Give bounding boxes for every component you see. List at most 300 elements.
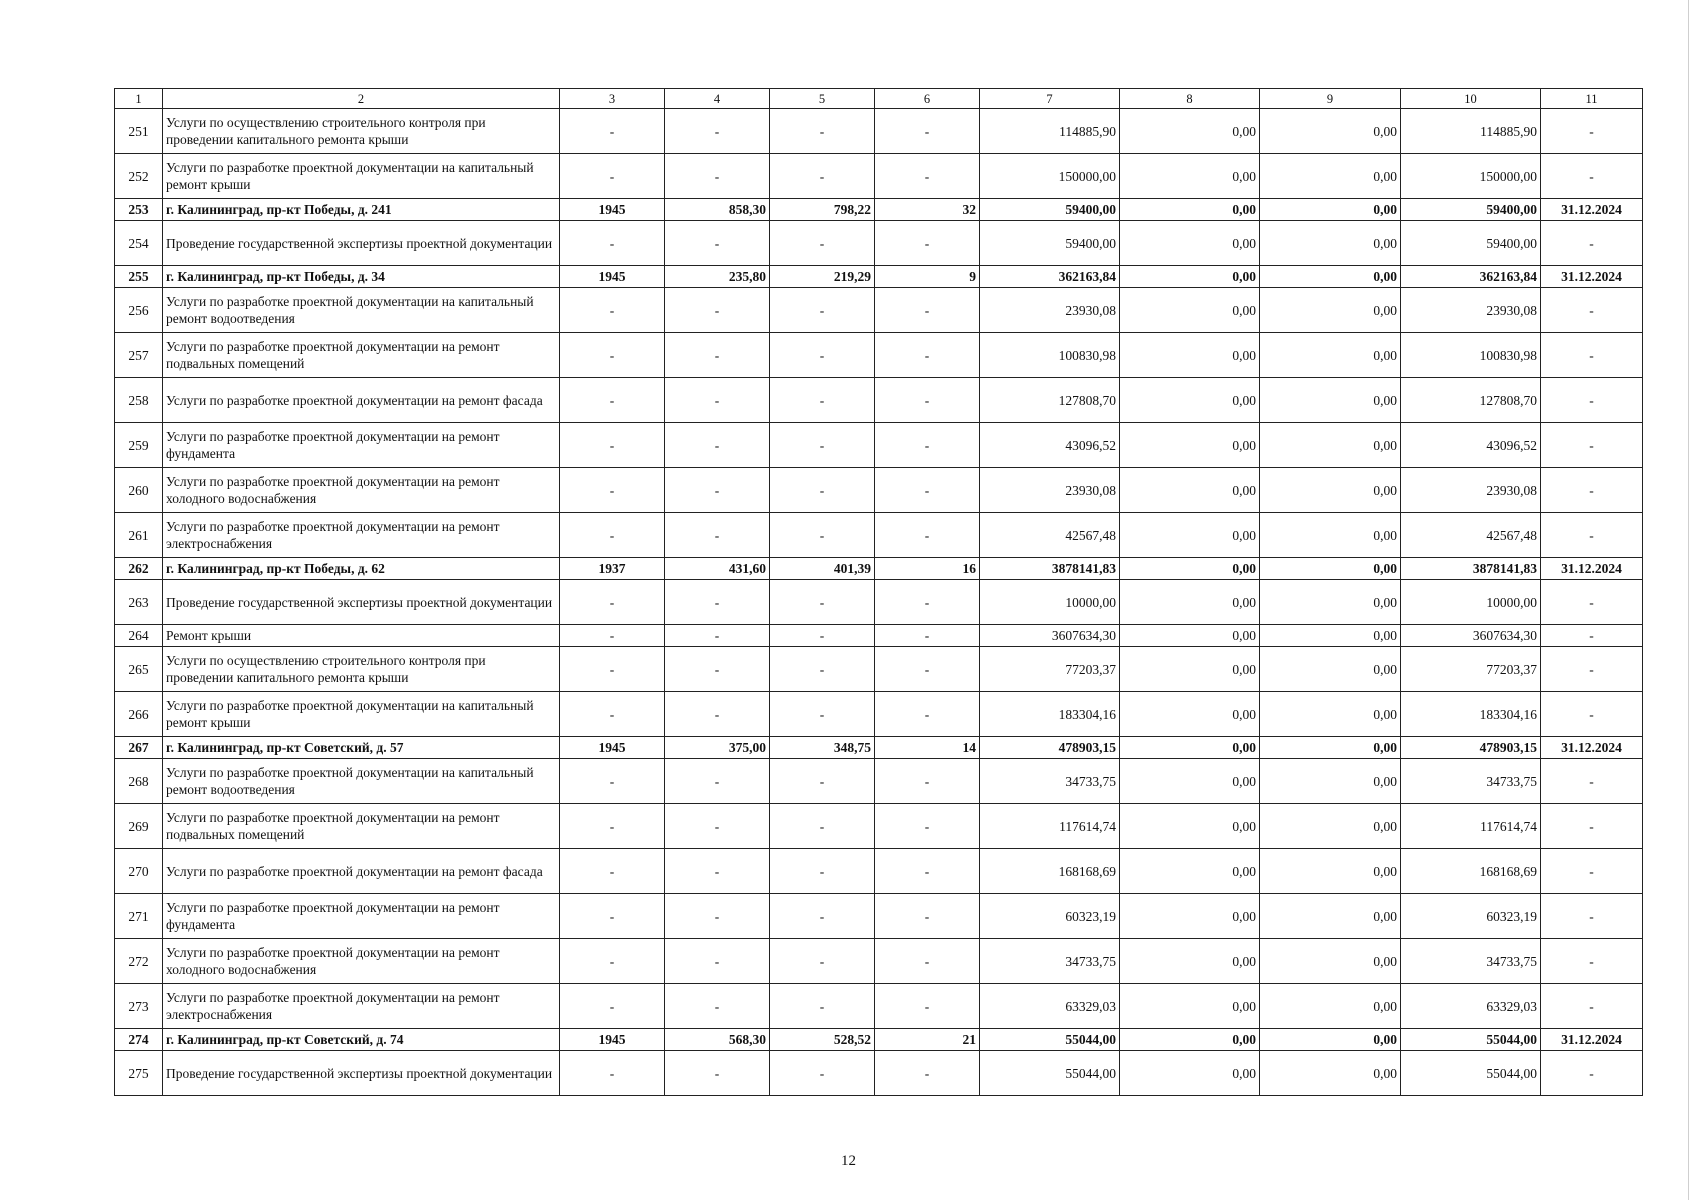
cost-total-cell: 10000,00 [980, 580, 1120, 625]
year-cell: - [560, 759, 665, 804]
deadline-cell: - [1541, 468, 1643, 513]
residents-cell: 14 [875, 737, 980, 759]
deadline-cell: - [1541, 692, 1643, 737]
deadline-cell: - [1541, 804, 1643, 849]
residents-cell: - [875, 109, 980, 154]
fund-b-cell: 0,00 [1260, 939, 1401, 984]
fund-a-cell: 0,00 [1120, 199, 1260, 221]
page-edge-line [1688, 0, 1689, 1200]
area-total-cell: - [665, 288, 770, 333]
address-row [115, 558, 1643, 580]
fund-c-cell: 23930,08 [1401, 468, 1541, 513]
address-row [115, 737, 1643, 759]
column-number: 6 [875, 89, 980, 109]
work-name-cell: г. Калининград, пр-кт Победы, д. 241 [163, 199, 560, 221]
row-number-cell: 257 [115, 333, 163, 378]
year-cell: - [560, 378, 665, 423]
cost-total-cell: 55044,00 [980, 1051, 1120, 1096]
work-name-cell: Услуги по разработке проектной документации на ремонт фасада [163, 849, 560, 894]
fund-a-cell: 0,00 [1120, 625, 1260, 647]
fund-c-cell: 42567,48 [1401, 513, 1541, 558]
cost-total-cell: 478903,15 [980, 737, 1120, 759]
area-total-cell: - [665, 221, 770, 266]
table-row [115, 692, 1643, 737]
fund-c-cell: 34733,75 [1401, 939, 1541, 984]
fund-c-cell: 60323,19 [1401, 894, 1541, 939]
fund-b-cell: 0,00 [1260, 513, 1401, 558]
area-living-cell: - [770, 221, 875, 266]
fund-c-cell: 117614,74 [1401, 804, 1541, 849]
residents-cell: 21 [875, 1029, 980, 1051]
area-living-cell: - [770, 759, 875, 804]
fund-b-cell: 0,00 [1260, 221, 1401, 266]
work-name-cell: г. Калининград, пр-кт Советский, д. 57 [163, 737, 560, 759]
cost-total-cell: 362163,84 [980, 266, 1120, 288]
cost-total-cell: 43096,52 [980, 423, 1120, 468]
work-name-cell: Услуги по разработке проектной документации на капитальный ремонт крыши [163, 154, 560, 199]
deadline-cell: - [1541, 221, 1643, 266]
work-name-cell: Услуги по разработке проектной документации на ремонт фундамента [163, 423, 560, 468]
fund-a-cell: 0,00 [1120, 378, 1260, 423]
area-total-cell: - [665, 647, 770, 692]
fund-b-cell: 0,00 [1260, 109, 1401, 154]
cost-total-cell: 117614,74 [980, 804, 1120, 849]
row-number-cell: 269 [115, 804, 163, 849]
column-number: 10 [1401, 89, 1541, 109]
area-total-cell: - [665, 939, 770, 984]
column-number: 11 [1541, 89, 1643, 109]
deadline-cell: 31.12.2024 [1541, 1029, 1643, 1051]
table-row [115, 647, 1643, 692]
fund-c-cell: 55044,00 [1401, 1051, 1541, 1096]
fund-a-cell: 0,00 [1120, 647, 1260, 692]
fund-a-cell: 0,00 [1120, 266, 1260, 288]
address-row [115, 266, 1643, 288]
cost-total-cell: 3878141,83 [980, 558, 1120, 580]
cost-total-cell: 77203,37 [980, 647, 1120, 692]
deadline-cell: - [1541, 647, 1643, 692]
fund-a-cell: 0,00 [1120, 468, 1260, 513]
fund-a-cell: 0,00 [1120, 1051, 1260, 1096]
row-number-cell: 266 [115, 692, 163, 737]
area-total-cell: - [665, 759, 770, 804]
fund-a-cell: 0,00 [1120, 759, 1260, 804]
table-row [115, 154, 1643, 199]
deadline-cell: - [1541, 288, 1643, 333]
fund-c-cell: 43096,52 [1401, 423, 1541, 468]
column-number: 7 [980, 89, 1120, 109]
work-name-cell: г. Калининград, пр-кт Победы, д. 34 [163, 266, 560, 288]
residents-cell: - [875, 378, 980, 423]
column-number: 5 [770, 89, 875, 109]
area-total-cell: - [665, 804, 770, 849]
row-number-cell: 268 [115, 759, 163, 804]
column-number: 1 [115, 89, 163, 109]
cost-total-cell: 59400,00 [980, 199, 1120, 221]
cost-total-cell: 100830,98 [980, 333, 1120, 378]
table-row [115, 109, 1643, 154]
fund-b-cell: 0,00 [1260, 759, 1401, 804]
fund-b-cell: 0,00 [1260, 468, 1401, 513]
cost-total-cell: 60323,19 [980, 894, 1120, 939]
area-living-cell: - [770, 849, 875, 894]
year-cell: - [560, 692, 665, 737]
column-number: 4 [665, 89, 770, 109]
fund-a-cell: 0,00 [1120, 558, 1260, 580]
row-number-cell: 258 [115, 378, 163, 423]
year-cell: - [560, 849, 665, 894]
fund-b-cell: 0,00 [1260, 580, 1401, 625]
area-living-cell: - [770, 1051, 875, 1096]
fund-c-cell: 3878141,83 [1401, 558, 1541, 580]
row-number-cell: 271 [115, 894, 163, 939]
cost-total-cell: 183304,16 [980, 692, 1120, 737]
year-cell: 1945 [560, 737, 665, 759]
row-number-cell: 261 [115, 513, 163, 558]
fund-a-cell: 0,00 [1120, 692, 1260, 737]
cost-total-cell: 34733,75 [980, 759, 1120, 804]
table-row [115, 625, 1643, 647]
table-row [115, 580, 1643, 625]
deadline-cell: - [1541, 894, 1643, 939]
area-living-cell: 798,22 [770, 199, 875, 221]
fund-a-cell: 0,00 [1120, 154, 1260, 199]
residents-cell: - [875, 804, 980, 849]
year-cell: - [560, 804, 665, 849]
row-number-cell: 252 [115, 154, 163, 199]
row-number-cell: 275 [115, 1051, 163, 1096]
year-cell: - [560, 109, 665, 154]
residents-cell: - [875, 692, 980, 737]
row-number-cell: 265 [115, 647, 163, 692]
work-name-cell: Услуги по разработке проектной документации на ремонт фасада [163, 378, 560, 423]
table-row [115, 984, 1643, 1029]
works-table [114, 88, 1643, 1096]
area-living-cell: - [770, 804, 875, 849]
area-total-cell: - [665, 625, 770, 647]
work-name-cell: Услуги по разработке проектной документации на ремонт подвальных помещений [163, 333, 560, 378]
work-name-cell: Услуги по разработке проектной документации на ремонт фундамента [163, 894, 560, 939]
area-living-cell: - [770, 468, 875, 513]
fund-b-cell: 0,00 [1260, 625, 1401, 647]
deadline-cell: 31.12.2024 [1541, 266, 1643, 288]
page-number: 12 [841, 1153, 856, 1169]
residents-cell: 16 [875, 558, 980, 580]
area-total-cell: - [665, 984, 770, 1029]
fund-a-cell: 0,00 [1120, 737, 1260, 759]
fund-c-cell: 478903,15 [1401, 737, 1541, 759]
deadline-cell: - [1541, 378, 1643, 423]
fund-c-cell: 127808,70 [1401, 378, 1541, 423]
row-number-cell: 274 [115, 1029, 163, 1051]
area-living-cell: 528,52 [770, 1029, 875, 1051]
area-total-cell: - [665, 849, 770, 894]
residents-cell: 32 [875, 199, 980, 221]
deadline-cell: - [1541, 759, 1643, 804]
area-living-cell: - [770, 109, 875, 154]
fund-c-cell: 100830,98 [1401, 333, 1541, 378]
deadline-cell: - [1541, 984, 1643, 1029]
column-number: 3 [560, 89, 665, 109]
fund-a-cell: 0,00 [1120, 894, 1260, 939]
year-cell: - [560, 894, 665, 939]
fund-c-cell: 183304,16 [1401, 692, 1541, 737]
fund-c-cell: 55044,00 [1401, 1029, 1541, 1051]
cost-total-cell: 55044,00 [980, 1029, 1120, 1051]
work-name-cell: г. Калининград, пр-кт Советский, д. 74 [163, 1029, 560, 1051]
deadline-cell: - [1541, 109, 1643, 154]
fund-a-cell: 0,00 [1120, 849, 1260, 894]
work-name-cell: Услуги по разработке проектной документации на ремонт электроснабжения [163, 513, 560, 558]
work-name-cell: Услуги по разработке проектной документации на ремонт холодного водоснабжения [163, 939, 560, 984]
year-cell: 1945 [560, 266, 665, 288]
year-cell: - [560, 1051, 665, 1096]
row-number-cell: 251 [115, 109, 163, 154]
area-living-cell: - [770, 894, 875, 939]
work-name-cell: Услуги по осуществлению строительного контроля при проведении капитального ремонта крыши [163, 647, 560, 692]
residents-cell: - [875, 333, 980, 378]
table-row [115, 288, 1643, 333]
fund-b-cell: 0,00 [1260, 692, 1401, 737]
fund-c-cell: 168168,69 [1401, 849, 1541, 894]
work-name-cell: Услуги по разработке проектной документации на ремонт электроснабжения [163, 984, 560, 1029]
fund-c-cell: 114885,90 [1401, 109, 1541, 154]
table-row [115, 378, 1643, 423]
area-total-cell: - [665, 580, 770, 625]
year-cell: - [560, 221, 665, 266]
area-living-cell: - [770, 154, 875, 199]
deadline-cell: - [1541, 333, 1643, 378]
table-row [115, 804, 1643, 849]
fund-b-cell: 0,00 [1260, 1051, 1401, 1096]
table-row [115, 333, 1643, 378]
fund-a-cell: 0,00 [1120, 804, 1260, 849]
row-number-cell: 259 [115, 423, 163, 468]
fund-a-cell: 0,00 [1120, 109, 1260, 154]
area-living-cell: - [770, 423, 875, 468]
cost-total-cell: 23930,08 [980, 468, 1120, 513]
fund-b-cell: 0,00 [1260, 378, 1401, 423]
year-cell: - [560, 288, 665, 333]
table-row [115, 939, 1643, 984]
work-name-cell: Услуги по разработке проектной документации на капитальный ремонт крыши [163, 692, 560, 737]
fund-b-cell: 0,00 [1260, 288, 1401, 333]
table-row [115, 759, 1643, 804]
work-name-cell: Услуги по осуществлению строительного контроля при проведении капитального ремонта крыши [163, 109, 560, 154]
area-total-cell: - [665, 154, 770, 199]
fund-c-cell: 10000,00 [1401, 580, 1541, 625]
work-name-cell: Услуги по разработке проектной документации на капитальный ремонт водоотведения [163, 288, 560, 333]
fund-a-cell: 0,00 [1120, 939, 1260, 984]
fund-b-cell: 0,00 [1260, 423, 1401, 468]
residents-cell: - [875, 984, 980, 1029]
table-row [115, 513, 1643, 558]
fund-b-cell: 0,00 [1260, 894, 1401, 939]
row-number-cell: 253 [115, 199, 163, 221]
fund-b-cell: 0,00 [1260, 266, 1401, 288]
fund-c-cell: 59400,00 [1401, 221, 1541, 266]
cost-total-cell: 59400,00 [980, 221, 1120, 266]
column-number: 2 [163, 89, 560, 109]
area-living-cell: 348,75 [770, 737, 875, 759]
area-total-cell: 568,30 [665, 1029, 770, 1051]
year-cell: - [560, 423, 665, 468]
table-row [115, 423, 1643, 468]
year-cell: 1945 [560, 1029, 665, 1051]
residents-cell: - [875, 849, 980, 894]
work-name-cell: Услуги по разработке проектной документации на ремонт подвальных помещений [163, 804, 560, 849]
area-living-cell: - [770, 647, 875, 692]
residents-cell: - [875, 625, 980, 647]
residents-cell: - [875, 580, 980, 625]
residents-cell: - [875, 423, 980, 468]
year-cell: - [560, 513, 665, 558]
cost-total-cell: 150000,00 [980, 154, 1120, 199]
area-total-cell: - [665, 109, 770, 154]
area-living-cell: 401,39 [770, 558, 875, 580]
work-name-cell: Услуги по разработке проектной документации на капитальный ремонт водоотведения [163, 759, 560, 804]
fund-b-cell: 0,00 [1260, 804, 1401, 849]
area-living-cell: - [770, 378, 875, 423]
work-name-cell: Проведение государственной экспертизы проектной документации [163, 1051, 560, 1096]
year-cell: - [560, 984, 665, 1029]
area-total-cell: 858,30 [665, 199, 770, 221]
area-living-cell: - [770, 333, 875, 378]
row-number-cell: 270 [115, 849, 163, 894]
deadline-cell: - [1541, 625, 1643, 647]
fund-c-cell: 59400,00 [1401, 199, 1541, 221]
year-cell: - [560, 647, 665, 692]
fund-a-cell: 0,00 [1120, 1029, 1260, 1051]
cost-total-cell: 23930,08 [980, 288, 1120, 333]
fund-a-cell: 0,00 [1120, 580, 1260, 625]
table-row [115, 221, 1643, 266]
fund-a-cell: 0,00 [1120, 288, 1260, 333]
column-number: 8 [1120, 89, 1260, 109]
row-number-cell: 272 [115, 939, 163, 984]
area-living-cell: - [770, 984, 875, 1029]
residents-cell: - [875, 647, 980, 692]
deadline-cell: 31.12.2024 [1541, 558, 1643, 580]
year-cell: - [560, 939, 665, 984]
fund-a-cell: 0,00 [1120, 333, 1260, 378]
row-number-cell: 263 [115, 580, 163, 625]
fund-a-cell: 0,00 [1120, 984, 1260, 1029]
fund-c-cell: 150000,00 [1401, 154, 1541, 199]
area-living-cell: - [770, 692, 875, 737]
cost-total-cell: 63329,03 [980, 984, 1120, 1029]
area-living-cell: - [770, 580, 875, 625]
area-total-cell: - [665, 378, 770, 423]
fund-b-cell: 0,00 [1260, 647, 1401, 692]
fund-c-cell: 23930,08 [1401, 288, 1541, 333]
fund-b-cell: 0,00 [1260, 333, 1401, 378]
deadline-cell: 31.12.2024 [1541, 737, 1643, 759]
year-cell: - [560, 468, 665, 513]
work-name-cell: Услуги по разработке проектной документации на ремонт холодного водоснабжения [163, 468, 560, 513]
work-name-cell: Ремонт крыши [163, 625, 560, 647]
table-row [115, 894, 1643, 939]
area-total-cell: - [665, 423, 770, 468]
cost-total-cell: 42567,48 [980, 513, 1120, 558]
column-number: 9 [1260, 89, 1401, 109]
area-living-cell: - [770, 939, 875, 984]
fund-c-cell: 3607634,30 [1401, 625, 1541, 647]
deadline-cell: - [1541, 580, 1643, 625]
deadline-cell: - [1541, 154, 1643, 199]
area-living-cell: - [770, 513, 875, 558]
fund-c-cell: 63329,03 [1401, 984, 1541, 1029]
row-number-cell: 255 [115, 266, 163, 288]
fund-b-cell: 0,00 [1260, 154, 1401, 199]
residents-cell: - [875, 513, 980, 558]
row-number-cell: 267 [115, 737, 163, 759]
area-total-cell: - [665, 692, 770, 737]
row-number-cell: 262 [115, 558, 163, 580]
work-name-cell: г. Калининград, пр-кт Победы, д. 62 [163, 558, 560, 580]
residents-cell: - [875, 1051, 980, 1096]
residents-cell: - [875, 939, 980, 984]
residents-cell: 9 [875, 266, 980, 288]
residents-cell: - [875, 759, 980, 804]
deadline-cell: - [1541, 513, 1643, 558]
cost-total-cell: 127808,70 [980, 378, 1120, 423]
fund-a-cell: 0,00 [1120, 423, 1260, 468]
table-row [115, 849, 1643, 894]
area-total-cell: - [665, 468, 770, 513]
fund-a-cell: 0,00 [1120, 221, 1260, 266]
residents-cell: - [875, 221, 980, 266]
address-row [115, 1029, 1643, 1051]
year-cell: 1945 [560, 199, 665, 221]
cost-total-cell: 168168,69 [980, 849, 1120, 894]
fund-c-cell: 34733,75 [1401, 759, 1541, 804]
area-total-cell: - [665, 894, 770, 939]
residents-cell: - [875, 154, 980, 199]
work-name-cell: Проведение государственной экспертизы проектной документации [163, 580, 560, 625]
deadline-cell: - [1541, 849, 1643, 894]
address-row [115, 199, 1643, 221]
cost-total-cell: 34733,75 [980, 939, 1120, 984]
year-cell: - [560, 154, 665, 199]
area-total-cell: - [665, 1051, 770, 1096]
deadline-cell: - [1541, 1051, 1643, 1096]
area-living-cell: - [770, 625, 875, 647]
fund-b-cell: 0,00 [1260, 558, 1401, 580]
table-row [115, 1051, 1643, 1096]
cost-total-cell: 114885,90 [980, 109, 1120, 154]
year-cell: - [560, 580, 665, 625]
area-living-cell: - [770, 288, 875, 333]
column-number-row [115, 89, 1643, 109]
fund-b-cell: 0,00 [1260, 1029, 1401, 1051]
work-name-cell: Проведение государственной экспертизы проектной документации [163, 221, 560, 266]
row-number-cell: 260 [115, 468, 163, 513]
row-number-cell: 254 [115, 221, 163, 266]
year-cell: - [560, 333, 665, 378]
fund-b-cell: 0,00 [1260, 849, 1401, 894]
area-total-cell: 431,60 [665, 558, 770, 580]
deadline-cell: 31.12.2024 [1541, 199, 1643, 221]
row-number-cell: 264 [115, 625, 163, 647]
area-total-cell: 235,80 [665, 266, 770, 288]
deadline-cell: - [1541, 939, 1643, 984]
fund-c-cell: 362163,84 [1401, 266, 1541, 288]
area-total-cell: - [665, 333, 770, 378]
fund-b-cell: 0,00 [1260, 984, 1401, 1029]
table-row [115, 468, 1643, 513]
area-total-cell: - [665, 513, 770, 558]
